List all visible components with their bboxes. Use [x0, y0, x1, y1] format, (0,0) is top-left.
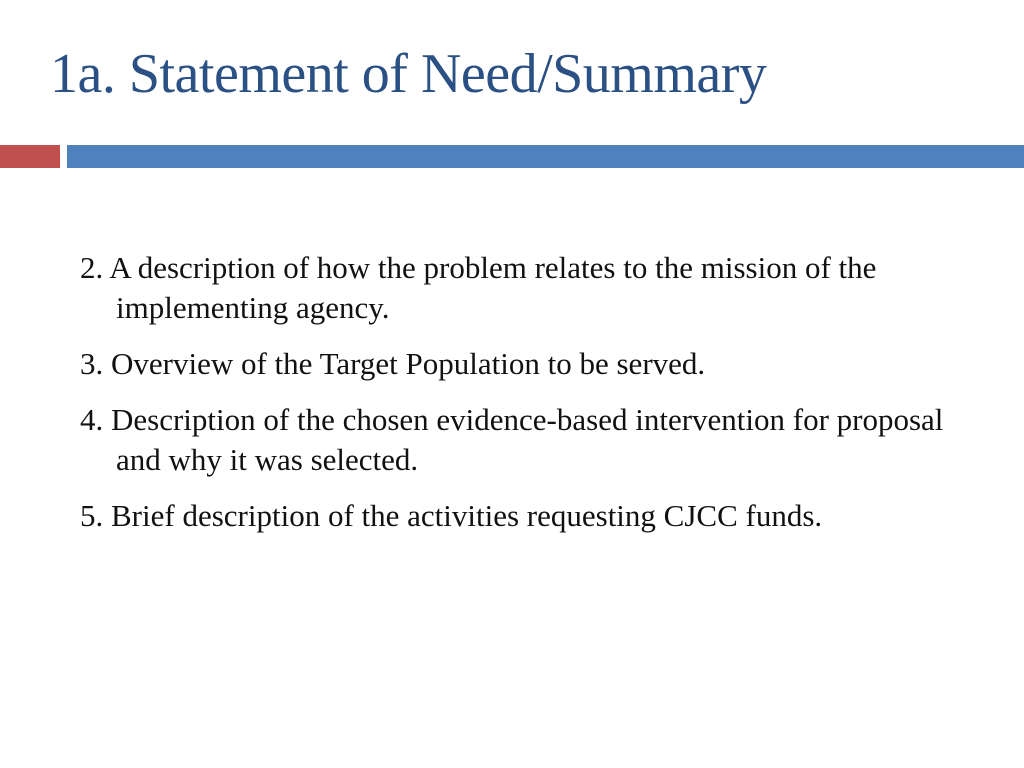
list-item: 3. Overview of the Target Population to be served.: [80, 346, 706, 381]
list-item: 5. Brief description of the activities requesting CJCC funds.: [80, 498, 823, 533]
list-item: 4. Description of the chosen evidence-based intervention for proposal and why it was selected.: [80, 402, 944, 477]
title-accent-bar: [0, 145, 60, 168]
slide-title: 1a. Statement of Need/Summary: [50, 43, 767, 105]
list-item: 2. A description of how the problem relates to the mission of the implementing agency.: [80, 250, 877, 325]
title-underline-bar: [67, 145, 1024, 168]
bullet-list: [80, 248, 960, 552]
